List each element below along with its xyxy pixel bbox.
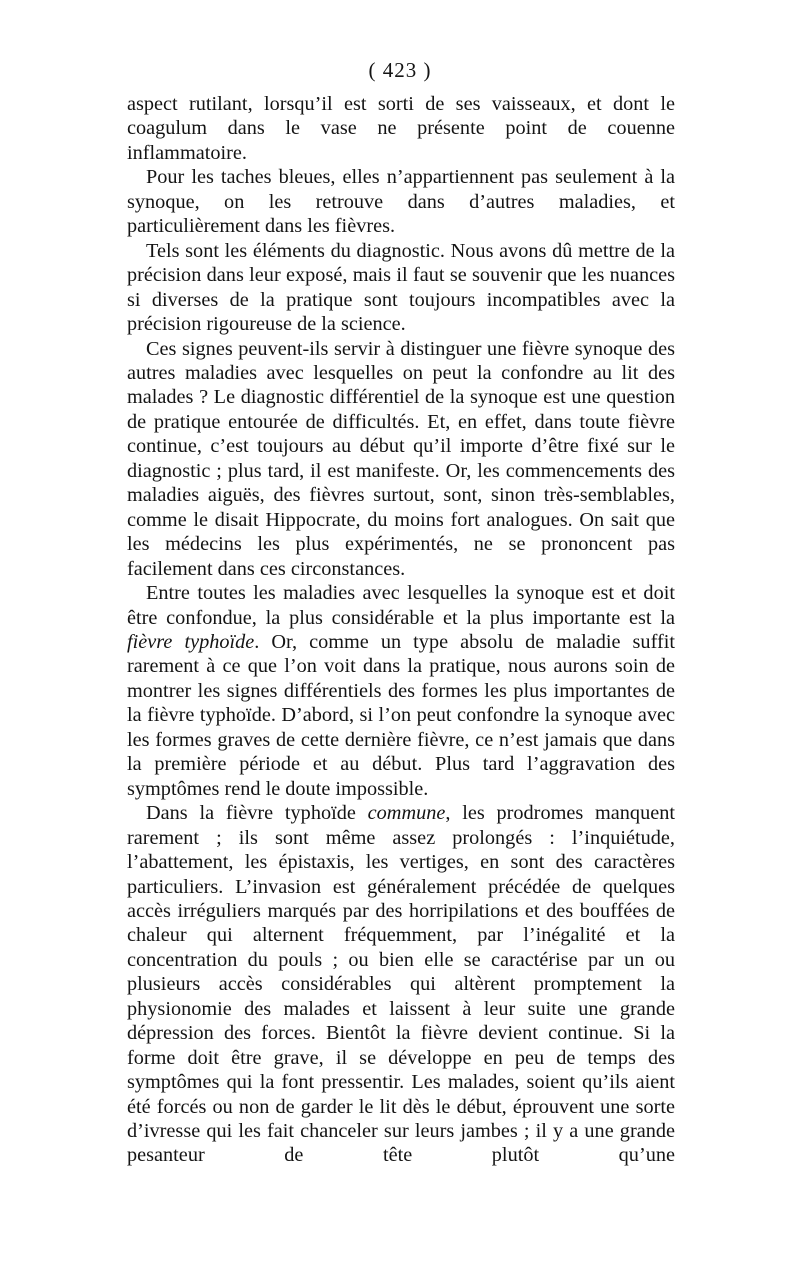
paragraph-6-emphasis: commune — [367, 802, 446, 825]
paragraph-3: Tels sont les éléments du diagnostic. Nous avons dû mettre de la précision dans leur exposé, mais il faut se souvenir que les nuances si diverses de la pratique sont toujours incompatibles avec la précision rigoureuse de la science. — [127, 239, 675, 336]
page-number: ( 423 ) — [368, 58, 432, 82]
paragraph-5 — [127, 581, 675, 801]
paragraph-5-text-a: Entre toutes les maladies avec lesquelles la synoque est et doit être confondue, la plus considérable et la plus importante est la — [127, 582, 675, 629]
paragraph-6 — [127, 801, 675, 1168]
paragraph-1: aspect rutilant, lorsqu’il est sorti de ses vaisseaux, et dont le coagulum dans le vase ne présente point de couenne inflammatoire. — [127, 93, 675, 164]
paragraph-4: Ces signes peuvent-ils servir à distinguer une fièvre synoque des autres maladies avec lesquelles on peut la confondre au lit des malades ? Le diagnostic différentiel de la synoque est une question de pratique entourée de difficultés. Et, en effet, dans toute fièvre continue, c’est toujours au début qu’il importe d’être fixé sur le diagnostic ; plus tard, il est manifeste. Or, les commencements des maladies aiguës, des fièvres surtout, sont, sinon très-semblables, comme le disait Hippocrate, du moins fort analogues. On sait que les médecins les plus expérimentés, ne se prononcent pas facilement dans ces circonstances. — [127, 337, 675, 580]
paragraph-5-text-b: . Or, comme un type absolu de maladie suffit rarement à ce que l’on voit dans la pratique, nous aurons soin de montrer les signes différentiels des formes les plus importantes de la fièvre typhoïde. D’abord, si l’on peut confondre la synoque avec les formes graves de cette dernière fièvre, ce n’est jamais que dans la première période et au début. Plus tard l’aggravation des symptômes rend le doute impossible. — [127, 630, 675, 800]
paragraph-6-text-a: Dans la fièvre typhoïde — [146, 802, 368, 825]
paragraph-2: Pour les taches bleues, elles n’appartiennent pas seulement à la synoque, on les retrouve dans d’autres maladies, et particulièrement dans les fièvres. — [127, 166, 675, 238]
paragraph-6-text-b: , les prodromes manquent rarement ; ils sont même assez prolongés : l’inquiétude, l’abattement, les épistaxis, les vertiges, en sont des caractères particuliers. L’invasion est généralement précédée de quelques accès irréguliers marqués par des horripilations et des bouffées de chaleur qui alternent fréquemment, par l’inégalité et la concentration du pouls ; ou bien elle se caractérise par un ou plusieurs accès considérables qui altèrent promptement la physionomie des malades et laissent à leur suite une grande dépression des forces. Bientôt la fièvre devient continue. Si la forme doit être grave, il se développe en peu de temps des symptômes qui la font pressentir. Les malades, soient qu’ils aient été forcés ou non de garder le lit dès le début, éprouvent une sorte d’ivresse qui les fait chanceler sur leurs jambes ; il y a une grande pesanteur de tête plutôt qu’une — [127, 802, 675, 1167]
body-text — [127, 92, 675, 1168]
paragraph-5-emphasis: fièvre typhoïde — [127, 630, 255, 653]
